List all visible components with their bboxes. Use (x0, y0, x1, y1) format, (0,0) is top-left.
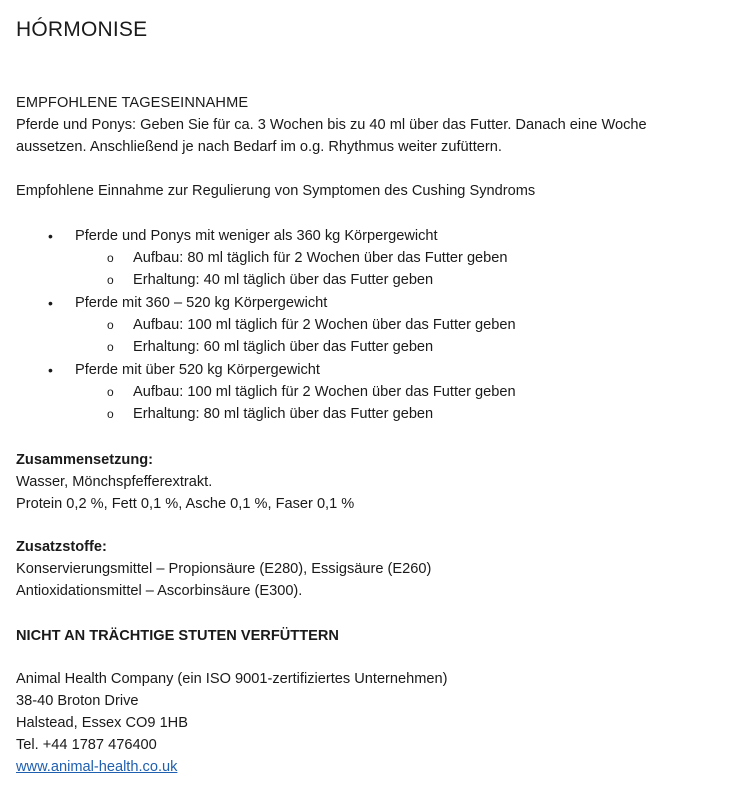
additives-section (16, 536, 722, 602)
sub-bullet-marker: o (107, 340, 114, 354)
list-item-label: Pferde und Ponys mit weniger als 360 kg Körpergewicht (75, 228, 438, 244)
bullet-marker: • (48, 362, 53, 378)
list-item-label: Pferde mit 360 – 520 kg Körpergewicht (75, 295, 328, 311)
intake-section (16, 92, 722, 202)
sub-list-item (107, 247, 508, 269)
composition-line-1: Wasser, Mönchspfefferextrakt. (16, 474, 213, 490)
additives-line-2: Antioxidationsmittel – Ascorbinsäure (E300). (16, 583, 303, 599)
company-section (16, 668, 722, 778)
list-item (48, 359, 320, 381)
bullet-marker: • (48, 295, 53, 311)
composition-line-2: Protein 0,2 %, Fett 0,1 %, Asche 0,1 %, Faser 0,1 % (16, 496, 355, 512)
sub-list-item-label: Aufbau: 100 ml täglich für 2 Wochen über das Futter geben (133, 384, 516, 400)
sub-list-item-label: Aufbau: 80 ml täglich für 2 Wochen über das Futter geben (133, 250, 508, 266)
company-address-line-1: 38-40 Broton Drive (16, 693, 139, 709)
additives-line-1: Konservierungsmittel – Propionsäure (E280), Essigsäure (E260) (16, 561, 432, 577)
list-item (48, 292, 328, 314)
additives-heading: Zusatzstoffe: (16, 539, 107, 555)
sub-list-item (107, 403, 434, 425)
sub-list-item-label: Erhaltung: 60 ml täglich über das Futter geben (133, 339, 434, 355)
intake-text-line-2: aussetzen. Anschließend je nach Bedarf im o.g. Rhythmus weiter zufüttern. (16, 139, 502, 155)
company-phone: Tel. +44 1787 476400 (16, 737, 157, 753)
bullet-marker: • (48, 228, 53, 244)
sub-bullet-marker: o (107, 318, 114, 332)
composition-heading: Zusammensetzung: (16, 452, 154, 468)
intake-text-line-1: Pferde und Ponys: Geben Sie für ca. 3 Wochen bis zu 40 ml über das Futter. Danach eine Woche (16, 117, 647, 133)
sub-list-item-label: Erhaltung: 40 ml täglich über das Futter geben (133, 272, 434, 288)
sub-list-item (107, 336, 434, 358)
company-name: Animal Health Company (ein ISO 9001-zertifiziertes Unternehmen) (16, 671, 448, 687)
list-item-label: Pferde mit über 520 kg Körpergewicht (75, 362, 320, 378)
sub-list-item (107, 269, 434, 291)
intake-heading: EMPFOHLENE TAGESEINNAHME (16, 95, 249, 111)
list-item (48, 225, 438, 247)
sub-list-item (107, 314, 516, 336)
sub-list-item-label: Erhaltung: 80 ml täglich über das Futter geben (133, 406, 434, 422)
product-title: HÓRMONISE (16, 18, 148, 41)
sub-list-item (107, 381, 516, 403)
warning-section (16, 625, 722, 647)
company-address-line-2: Halstead, Essex CO9 1HB (16, 715, 188, 731)
company-website-link[interactable]: www.animal-health.co.uk (16, 759, 178, 775)
sub-list-item-label: Aufbau: 100 ml täglich für 2 Wochen über das Futter geben (133, 317, 516, 333)
sub-bullet-marker: o (107, 385, 114, 399)
sub-bullet-marker: o (107, 251, 114, 265)
sub-bullet-marker: o (107, 273, 114, 287)
sub-bullet-marker: o (107, 407, 114, 421)
warning-text: NICHT AN TRÄCHTIGE STUTEN VERFÜTTERN (16, 628, 339, 644)
composition-section (16, 449, 722, 515)
cushing-intro: Empfohlene Einnahme zur Regulierung von Symptomen des Cushing Syndroms (16, 183, 536, 199)
